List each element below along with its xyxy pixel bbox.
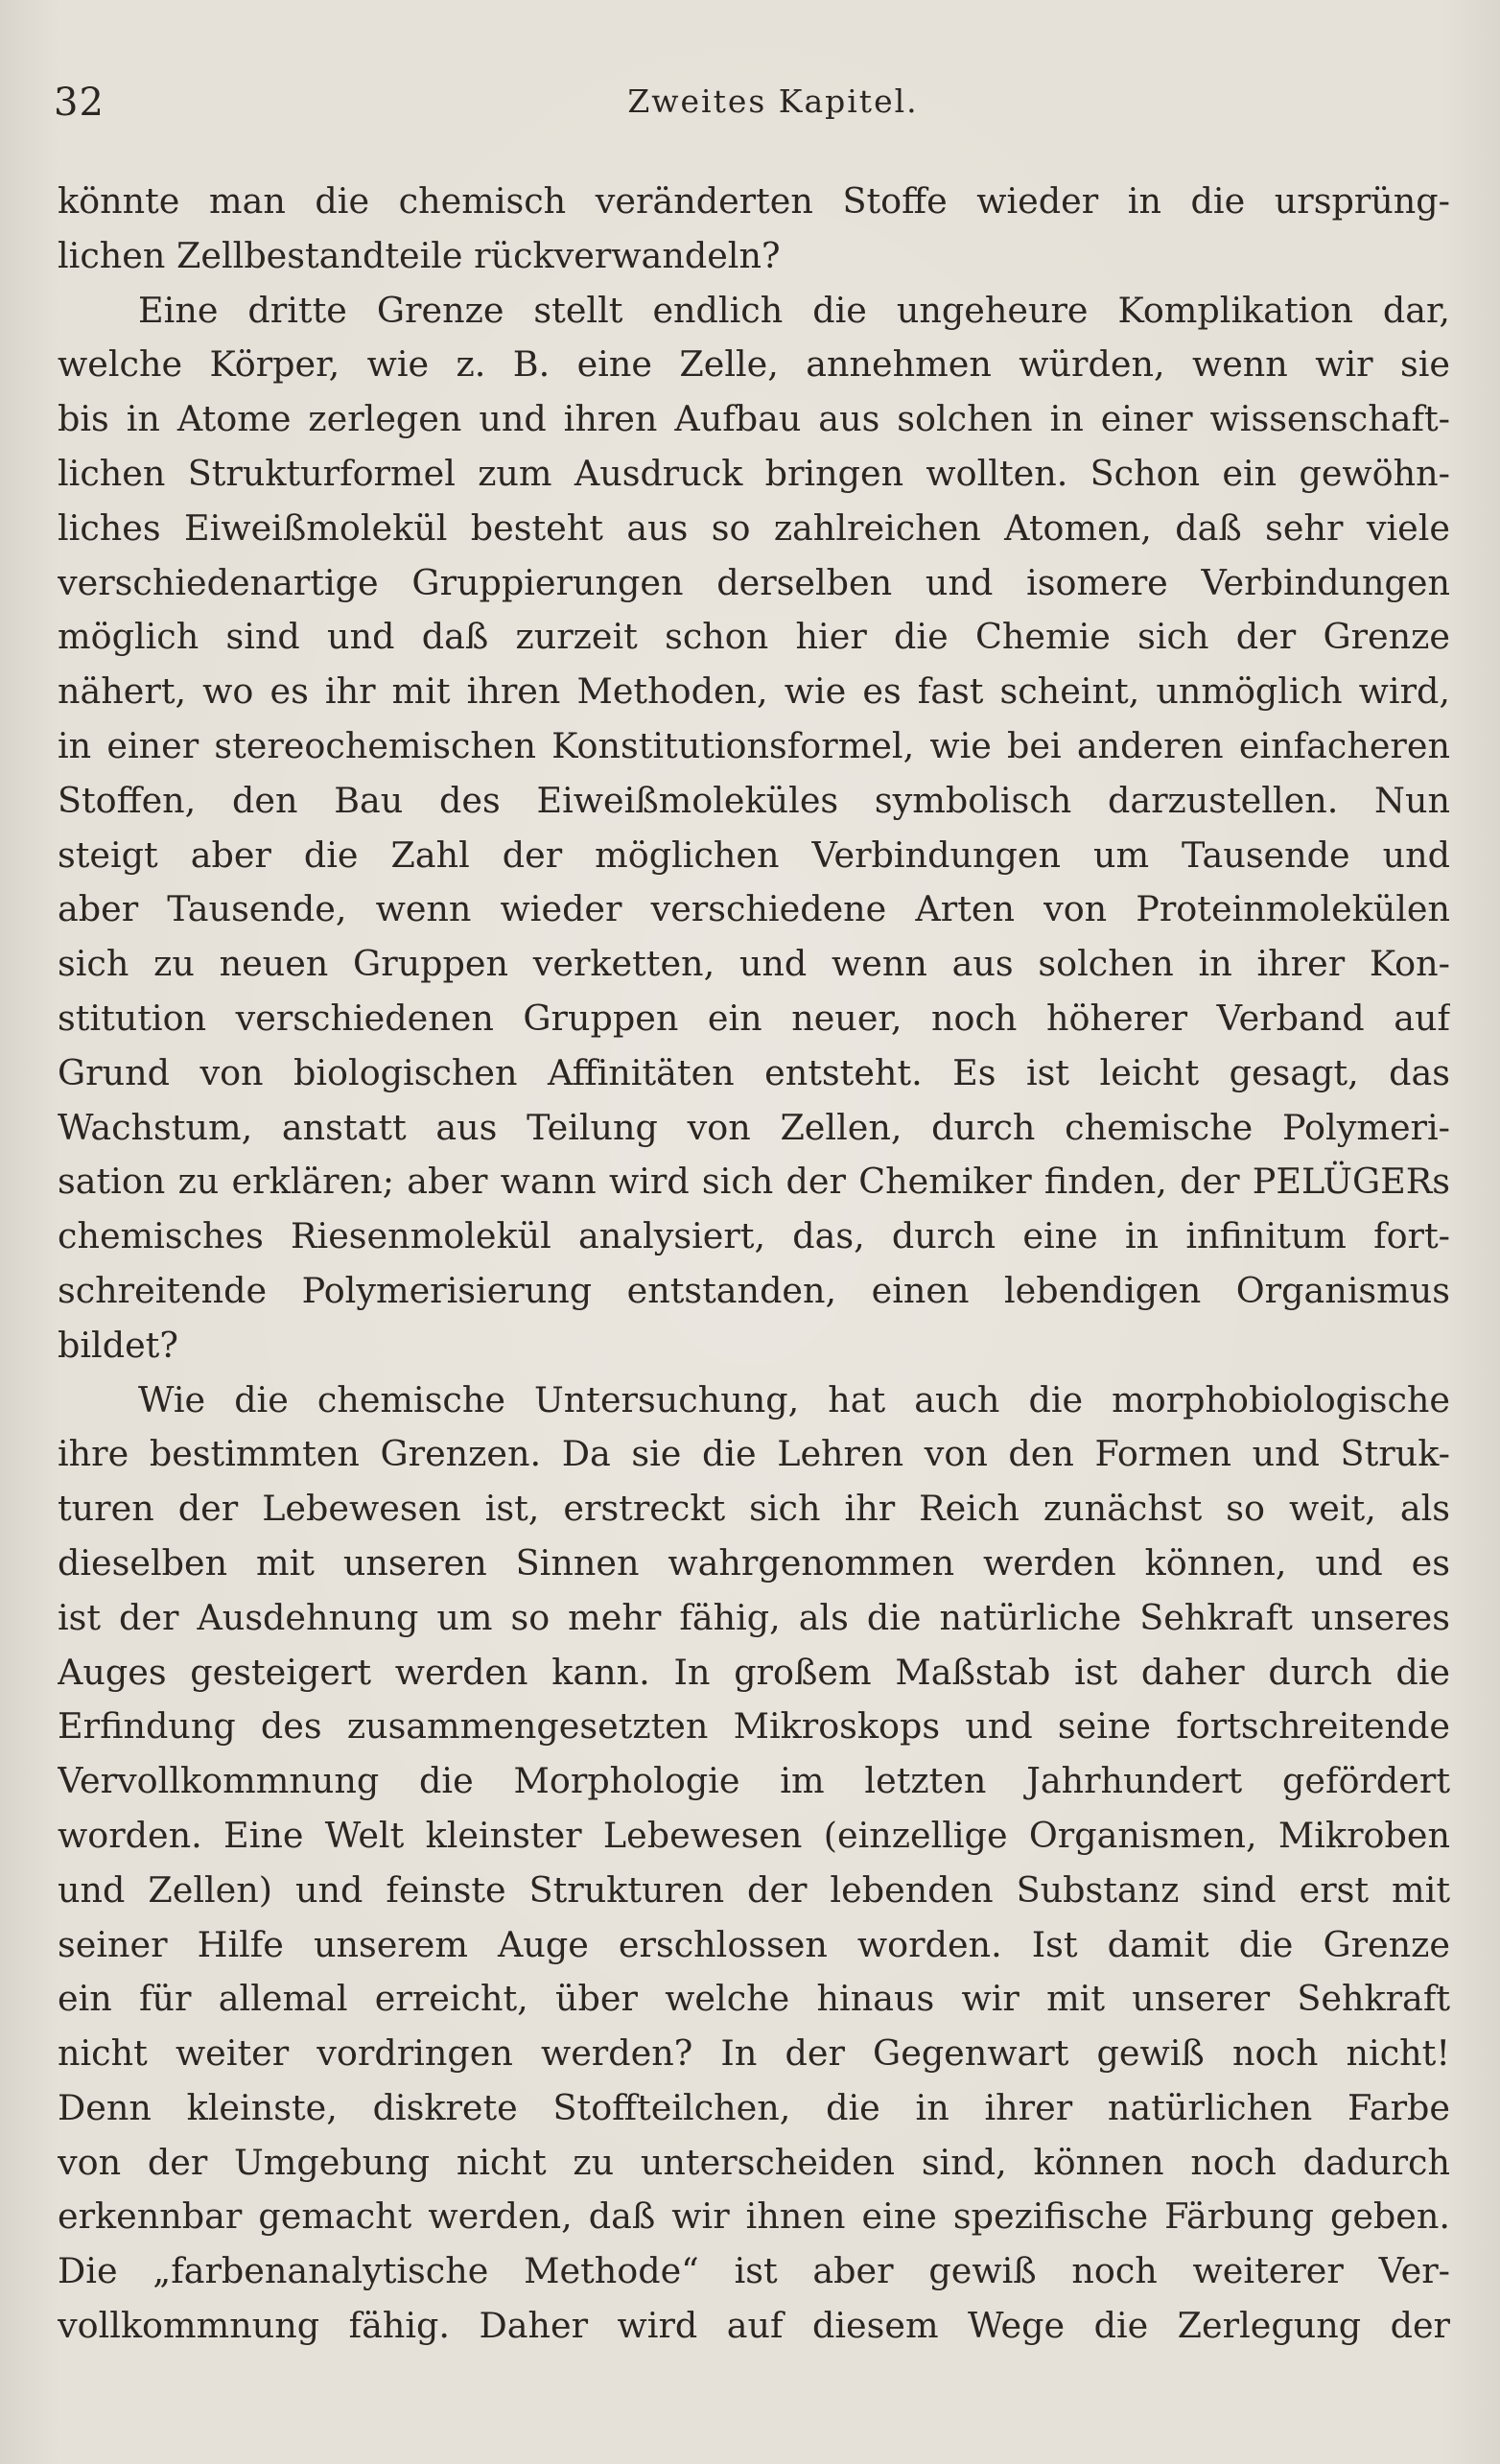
- text-line: nähert, wo es ihr mit ihren Methoden, wie es fast scheint, unmöglich wird,: [58, 670, 1450, 713]
- text-line: ein für allemal erreicht, über welche hinaus wir mit unserer Sehkraft: [58, 1978, 1450, 2020]
- text-line: schreitende Polymerisierung entstanden, einen lebendigen Organismus: [58, 1269, 1450, 1311]
- text-line: Die „farbenanalytische Methode“ ist aber gewiß noch weiterer Ver-: [58, 2250, 1450, 2292]
- text-line: Wachstum, anstatt aus Teilung von Zellen, durch chemische Polymeri-: [58, 1106, 1450, 1148]
- text-line: bildet?: [58, 1324, 178, 1366]
- text-line: lichen Zellbestandteile rückverwandeln?: [58, 234, 781, 276]
- text-line: aber Tausende, wenn wieder verschiedene Arten von Proteinmolekülen: [58, 888, 1450, 930]
- text-line: steigt aber die Zahl der möglichen Verbindungen um Tausende und: [58, 833, 1450, 876]
- text-line: vollkommnung fähig. Daher wird auf diesem Wege die Zerlegung der: [58, 2305, 1450, 2347]
- text-line: chemisches Riesenmolekül analysiert, das, durch eine in infinitum fort-: [58, 1215, 1450, 1257]
- text-line: und Zellen) und feinste Strukturen der lebenden Substanz sind erst mit: [58, 1868, 1450, 1911]
- text-line: liches Eiweißmolekül besteht aus so zahlreichen Atomen, daß sehr viele: [58, 506, 1450, 549]
- page-header: [54, 81, 1454, 129]
- text-line: Vervollkommnung die Morphologie im letzten Jahrhundert gefördert: [58, 1760, 1450, 1802]
- text-line: in einer stereochemischen Konstitutionsformel, wie bei anderen einfacheren: [58, 724, 1450, 766]
- text-line: könnte man die chemisch veränderten Stoffe wieder in die ursprüng-: [58, 180, 1450, 222]
- text-line: bis in Atome zerlegen und ihren Aufbau aus solchen in einer wissenschaft-: [58, 398, 1450, 440]
- text-line: sich zu neuen Gruppen verketten, und wenn aus solchen in ihrer Kon-: [58, 943, 1450, 985]
- text-line: sation zu erklären; aber wann wird sich der Chemiker finden, der PELÜGERs: [58, 1161, 1450, 1203]
- text-line: dieselben mit unseren Sinnen wahrgenommen werden können, und es: [58, 1541, 1450, 1584]
- text-line: ihre bestimmten Grenzen. Da sie die Lehren von den Formen und Struk-: [58, 1433, 1450, 1475]
- text-line: lichen Strukturformel zum Ausdruck bringen wollten. Schon ein gewöhn-: [58, 452, 1450, 494]
- text-line: Eine dritte Grenze stellt endlich die ungeheure Komplikation dar,: [138, 289, 1450, 331]
- text-line: worden. Eine Welt kleinster Lebewesen (einzellige Organismen, Mikroben: [58, 1814, 1450, 1856]
- text-line: Auges gesteigert werden kann. In großem Maßstab ist daher durch die: [58, 1651, 1450, 1693]
- text-line: turen der Lebewesen ist, erstreckt sich ihr Reich zunächst so weit, als: [58, 1488, 1450, 1530]
- text-line: Grund von biologischen Affinitäten entsteht. Es ist leicht gesagt, das: [58, 1051, 1450, 1093]
- text-line: ist der Ausdehnung um so mehr fähig, als die natürliche Sehkraft unseres: [58, 1596, 1450, 1638]
- running-title: Zweites Kapitel.: [627, 82, 919, 120]
- text-line: seiner Hilfe unserem Auge erschlossen worden. Ist damit die Grenze: [58, 1923, 1450, 1965]
- text-line: möglich sind und daß zurzeit schon hier die Chemie sich der Grenze: [58, 616, 1450, 658]
- text-line: Erfindung des zusammengesetzten Mikroskops und seine fortschreitende: [58, 1705, 1450, 1748]
- text-line: welche Körper, wie z. B. eine Zelle, annehmen würden, wenn wir sie: [58, 343, 1450, 386]
- body-text: [58, 175, 1450, 2354]
- text-line: nicht weiter vordringen werden? In der Gegenwart gewiß noch nicht!: [58, 2032, 1450, 2075]
- text-line: stitution verschiedenen Gruppen ein neuer, noch höherer Verband auf: [58, 997, 1450, 1039]
- page-number: 32: [54, 81, 105, 125]
- text-line: Wie die chemische Untersuchung, hat auch die morphobiologische: [138, 1378, 1450, 1420]
- text-line: Denn kleinste, diskrete Stoffteilchen, die in ihrer natürlichen Farbe: [58, 2086, 1450, 2128]
- text-line: verschiedenartige Gruppierungen derselben und isomere Verbindungen: [58, 561, 1450, 603]
- text-line: erkennbar gemacht werden, daß wir ihnen eine spezifische Färbung geben.: [58, 2195, 1450, 2238]
- text-line: Stoffen, den Bau des Eiweißmoleküles symbolisch darzustellen. Nun: [58, 779, 1450, 821]
- text-line: von der Umgebung nicht zu unterscheiden sind, können noch dadurch: [58, 2141, 1450, 2183]
